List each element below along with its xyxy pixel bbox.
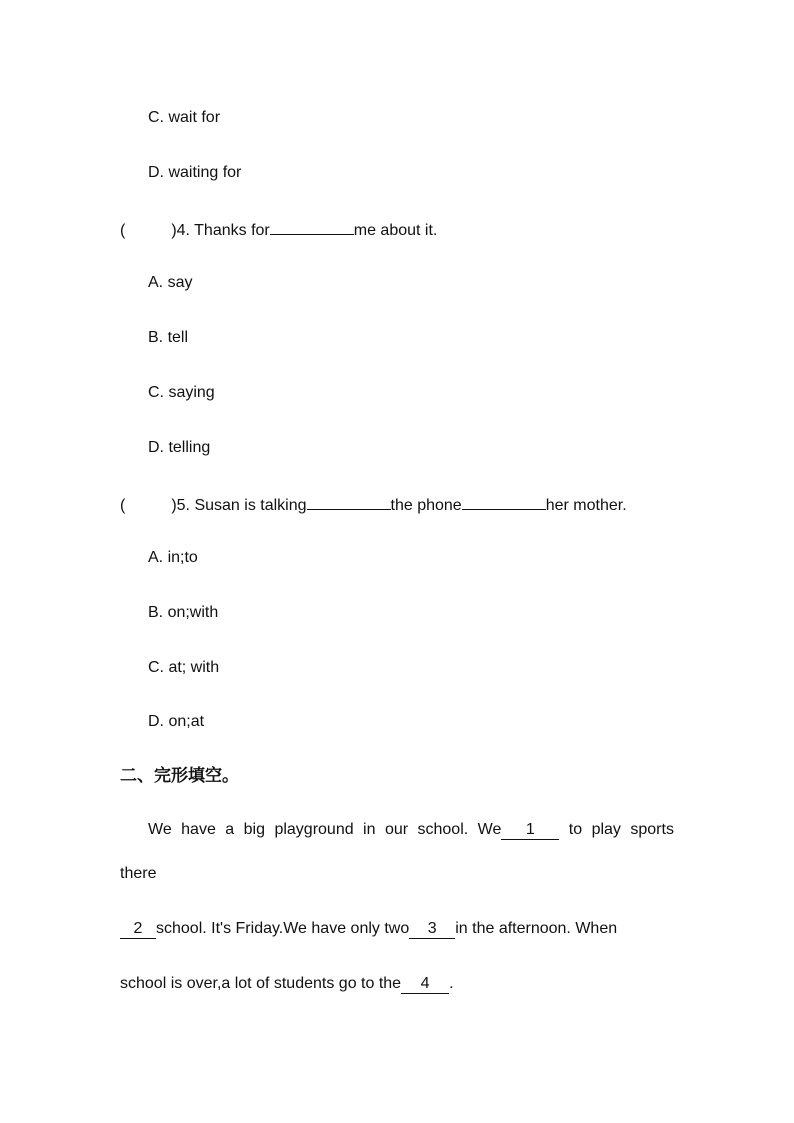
cloze-blank-3[interactable]: 3 — [409, 920, 455, 939]
cloze-text: school is over,a lot of students go to the — [120, 975, 402, 992]
word: sports — [630, 821, 674, 838]
question-text-before: Thanks for — [194, 222, 270, 239]
option-d-q5: D. on;at — [148, 713, 205, 730]
question-text-after: her mother. — [545, 497, 627, 514]
question-number: )5. — [171, 497, 190, 514]
question-number: )4. — [171, 222, 190, 239]
word: our — [384, 821, 409, 838]
option-b-q5: B. on;with — [148, 604, 219, 621]
fill-blank[interactable] — [462, 493, 546, 510]
option-c-q4: C. saying — [148, 384, 215, 401]
option-c-q3: C. wait for — [148, 109, 221, 126]
section-title-cloze: 二、完形填空。 — [120, 766, 239, 786]
option-d-q4: D. telling — [148, 439, 211, 456]
word: big — [243, 821, 265, 838]
fill-blank[interactable] — [270, 218, 354, 235]
question-text-mid: the phone — [390, 497, 462, 514]
word: in — [363, 821, 376, 838]
cloze-blank-1[interactable]: 1 — [501, 821, 559, 840]
word: playground — [274, 821, 354, 838]
answer-paren-open: ( — [120, 497, 126, 514]
question-text-after: me about it. — [353, 222, 438, 239]
option-a-q4: A. say — [148, 274, 193, 291]
word: to — [568, 821, 583, 838]
word: We — [148, 821, 172, 838]
cloze-period: . — [449, 975, 454, 992]
cloze-line-1-end: there — [120, 865, 157, 882]
cloze-blank-2[interactable]: 2 — [120, 920, 156, 939]
word: We — [477, 821, 502, 838]
option-c-q5: C. at; with — [148, 659, 220, 676]
answer-paren-open: ( — [120, 222, 126, 239]
cloze-text: in the afternoon. When — [455, 920, 618, 937]
word: school. — [417, 821, 469, 838]
option-b-q4: B. tell — [148, 329, 189, 346]
cloze-line-3 — [120, 974, 454, 994]
word: have — [181, 821, 216, 838]
fill-blank[interactable] — [307, 493, 391, 510]
question-5 — [120, 493, 627, 516]
question-4 — [120, 218, 437, 241]
word: a — [225, 821, 235, 838]
cloze-line-2 — [120, 919, 617, 939]
option-d-q3: D. waiting for — [148, 164, 242, 181]
option-a-q5: A. in;to — [148, 549, 198, 566]
cloze-line-1 — [148, 820, 674, 840]
word: play — [591, 821, 621, 838]
cloze-text: school. It's Friday.We have only two — [156, 920, 410, 937]
word-with-blank — [478, 820, 560, 840]
cloze-blank-4[interactable]: 4 — [401, 975, 449, 994]
question-text-before: Susan is talking — [194, 497, 307, 514]
